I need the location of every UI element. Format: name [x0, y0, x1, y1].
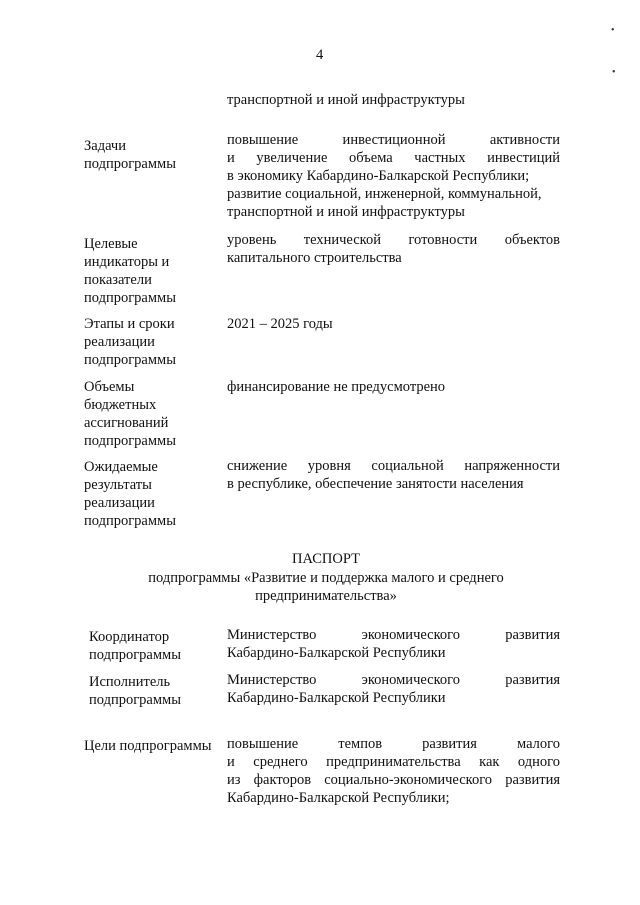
- label-line: реализации: [84, 495, 155, 511]
- label-line: Ожидаемые: [84, 459, 158, 475]
- row-indicators-value: [227, 231, 560, 267]
- label-line: реализации: [84, 334, 155, 350]
- row-results-label: [84, 458, 224, 530]
- passport-subtitle-line1: подпрограммы «Развитие и поддержка малого и среднего: [148, 570, 504, 586]
- value-line: из факторов социально-экономического развития: [227, 772, 560, 788]
- row-executor-label: [89, 673, 229, 709]
- row-tasks-value: [227, 131, 560, 221]
- value-line: капитального строительства: [227, 250, 402, 266]
- row-indicators-label: [84, 235, 224, 307]
- value-line: уровень технической готовности объектов: [227, 232, 560, 248]
- label-line: Целевые: [84, 236, 138, 252]
- value-line: в экономику Кабардино-Балкарской Республики;: [227, 168, 530, 184]
- label-line: подпрограммы: [84, 352, 176, 368]
- value-line: финансирование не предусмотрено: [227, 379, 446, 395]
- label-line: Координатор: [89, 629, 170, 645]
- value-line: снижение уровня социальной напряженности: [227, 458, 560, 474]
- label-line: ассигнований: [84, 415, 169, 431]
- label-line: Этапы и сроки: [84, 316, 175, 332]
- passport-subtitle-line2: предпринимательства»: [255, 588, 397, 604]
- label-line: подпрограммы: [84, 433, 176, 449]
- row-stages-label: [84, 315, 224, 369]
- continuation-text: транспортной и иной инфраструктуры: [227, 92, 465, 108]
- label-line: Цели подпрограммы: [84, 738, 212, 754]
- corner-mark-upper: •: [612, 67, 616, 78]
- value-line: повышение темпов развития малого: [227, 736, 560, 752]
- label-line: подпрограммы: [84, 156, 176, 172]
- value-line: транспортной и иной инфраструктуры: [227, 204, 465, 220]
- row-coordinator-value: [227, 626, 560, 662]
- row-goals-value: [227, 735, 560, 807]
- row-budget-label: [84, 378, 224, 450]
- label-line: подпрограммы: [89, 647, 181, 663]
- page-number: 4: [316, 47, 324, 63]
- value-line: Кабардино-Балкарской Республики;: [227, 790, 450, 806]
- label-line: подпрограммы: [89, 692, 181, 708]
- value-line: в республике, обеспечение занятости населения: [227, 476, 524, 492]
- value-line: повышение инвестиционной активности: [227, 132, 560, 148]
- label-line: подпрограммы: [84, 513, 176, 529]
- value-line: и увеличение объема частных инвестиций: [227, 150, 560, 166]
- value-line: Кабардино-Балкарской Республики: [227, 690, 446, 706]
- row-coordinator-label: [89, 628, 229, 664]
- value-line: Министерство экономического развития: [227, 672, 560, 688]
- row-results-value: [227, 457, 560, 493]
- value-line: Кабардино-Балкарской Республики: [227, 645, 446, 661]
- label-line: показатели: [84, 272, 152, 288]
- row-stages-value: [227, 315, 560, 333]
- label-line: Исполнитель: [89, 674, 171, 690]
- value-line: развитие социальной, инженерной, коммунальной,: [227, 186, 542, 202]
- value-line: Министерство экономического развития: [227, 627, 560, 643]
- value-line: и среднего предпринимательства как одного: [227, 754, 560, 770]
- row-goals-label: [84, 737, 224, 755]
- row-tasks-label: [84, 137, 224, 173]
- label-line: индикаторы и: [84, 254, 170, 270]
- label-line: бюджетных: [84, 397, 157, 413]
- passport-title: ПАСПОРТ: [292, 551, 360, 567]
- label-line: Задачи: [84, 138, 126, 154]
- label-line: Объемы: [84, 379, 135, 395]
- row-budget-value: [227, 378, 560, 396]
- label-line: подпрограммы: [84, 290, 176, 306]
- label-line: результаты: [84, 477, 152, 493]
- value-line: 2021 – 2025 годы: [227, 316, 333, 332]
- corner-mark-top: •: [611, 25, 615, 36]
- row-executor-value: [227, 671, 560, 707]
